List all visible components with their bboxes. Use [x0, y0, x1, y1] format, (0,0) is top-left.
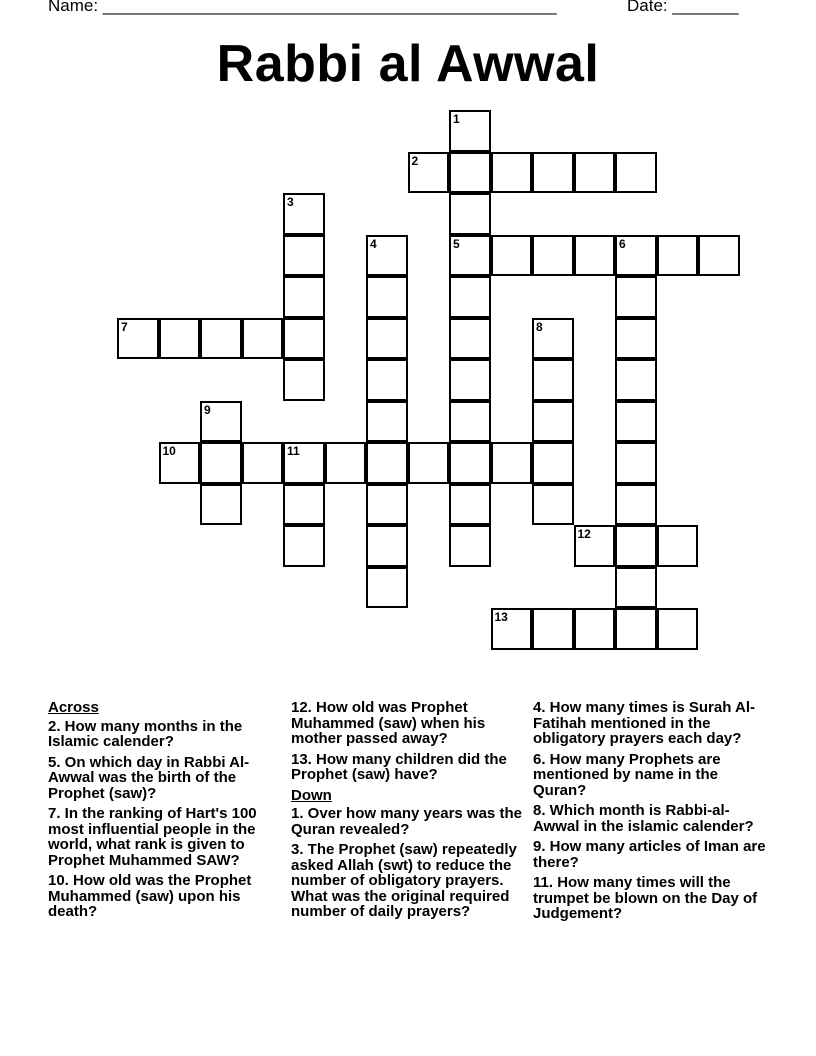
date-field-label: Date: _______ [627, 0, 739, 15]
clue-number: 12 [577, 527, 591, 541]
grid-cell[interactable] [449, 359, 491, 401]
grid-cell[interactable] [283, 484, 325, 526]
grid-cell[interactable] [532, 152, 574, 194]
grid-cell[interactable] [532, 442, 574, 484]
grid-cell[interactable] [366, 276, 408, 318]
puzzle-title: Rabbi al Awwal [216, 35, 600, 93]
grid-cell[interactable] [491, 235, 533, 277]
clue-item-number: 7. [48, 805, 61, 822]
grid-cell[interactable] [200, 401, 242, 443]
clue-item-text: In the ranking of Hart's 100 most influential people in the world, what rank is given to Prophet Muhammed SAW? [48, 805, 257, 869]
clues-column-2 [291, 700, 527, 925]
clue-item [533, 700, 773, 747]
grid-cell[interactable] [532, 235, 574, 277]
grid-cell[interactable] [283, 276, 325, 318]
grid-cell[interactable] [574, 235, 616, 277]
grid-cell[interactable] [366, 235, 408, 277]
clue-item [533, 875, 773, 922]
clue-item-number: 9. [533, 838, 546, 855]
clue-item [533, 803, 773, 834]
grid-cell[interactable] [283, 525, 325, 567]
grid-cell[interactable] [159, 318, 201, 360]
grid-cell[interactable] [615, 608, 657, 650]
clue-number: 10 [162, 444, 176, 458]
clue-number: 7 [121, 319, 128, 334]
clue-number: 6 [619, 236, 626, 251]
grid-cell[interactable] [491, 442, 533, 484]
grid-cell[interactable] [574, 152, 616, 194]
grid-cell[interactable] [200, 318, 242, 360]
grid-cell[interactable] [698, 235, 740, 277]
clue-item-text: How old was the Prophet Muhammed (saw) upon his death? [48, 872, 252, 920]
grid-cell[interactable] [366, 318, 408, 360]
clue-item-number: 5. [48, 753, 61, 771]
grid-cell[interactable] [615, 152, 657, 194]
grid-cell[interactable] [657, 608, 699, 650]
clue-item-number: 4. [533, 699, 546, 716]
clue-item [48, 806, 280, 868]
grid-cell[interactable] [366, 525, 408, 567]
grid-cell[interactable] [449, 525, 491, 567]
grid-cell[interactable] [117, 318, 159, 360]
clue-number: 13 [494, 610, 508, 624]
clue-item-text: How many times will the trumpet be blown on the Day of Judgement? [533, 874, 758, 922]
grid-cell[interactable] [532, 401, 574, 443]
clue-item-number: 3. [291, 841, 304, 858]
clue-item-number: 12. [291, 699, 312, 716]
grid-cell[interactable] [615, 525, 657, 567]
clue-item-number: 13. [291, 750, 312, 768]
grid-cell[interactable] [283, 318, 325, 360]
clues-column-3 [533, 700, 773, 927]
clue-item [291, 842, 527, 920]
clue-item-number: 6. [533, 750, 546, 768]
grid-cell[interactable] [283, 235, 325, 277]
grid-cell[interactable] [242, 442, 284, 484]
grid-cell[interactable] [159, 442, 201, 484]
grid-cell[interactable] [615, 235, 657, 277]
grid-cell[interactable] [366, 359, 408, 401]
grid-cell[interactable] [366, 567, 408, 609]
clue-item [48, 873, 280, 920]
clue-item-number: 1. [291, 805, 304, 822]
grid-cell[interactable] [449, 401, 491, 443]
grid-cell[interactable] [449, 235, 491, 277]
clue-item [48, 719, 280, 750]
clue-number: 11 [287, 444, 300, 458]
grid-cell[interactable] [366, 442, 408, 484]
clue-item-number: 2. [48, 717, 61, 735]
grid-cell[interactable] [449, 193, 491, 235]
grid-cell[interactable] [615, 442, 657, 484]
clue-item-text: How many Prophets are mentioned by name in the Quran? [533, 750, 721, 799]
clue-item [291, 752, 527, 783]
clue-item-text: The Prophet (saw) repeatedly asked Allah (swt) to reduce the number of obligatory prayers. What was the original required number of daily prayers? [291, 841, 517, 920]
clue-item-number: 10. [48, 872, 69, 889]
grid-cell[interactable] [366, 484, 408, 526]
clue-item [533, 752, 773, 799]
down-heading: Down [291, 786, 332, 804]
grid-cell[interactable] [532, 608, 574, 650]
grid-cell[interactable] [615, 359, 657, 401]
clue-item [533, 839, 773, 870]
clue-item-text: How many children did the Prophet (saw) have? [291, 750, 507, 783]
clue-number: 4 [370, 236, 377, 251]
grid-cell[interactable] [532, 484, 574, 526]
grid-cell[interactable] [449, 318, 491, 360]
grid-cell[interactable] [408, 152, 450, 194]
grid-cell[interactable] [615, 567, 657, 609]
clues-column-1 [48, 700, 280, 925]
clue-item-text: How many times is Surah Al-Fatihah mentioned in the obligatory prayers each day? [533, 699, 756, 747]
clue-item-text: How many articles of Iman are there? [533, 838, 766, 871]
grid-cell[interactable] [325, 442, 367, 484]
grid-cell[interactable] [449, 152, 491, 194]
clue-item-text: Which month is Rabbi-al-Awwal in the islamic calender? [533, 802, 754, 835]
clue-number: 3 [287, 195, 294, 209]
grid-cell[interactable] [615, 484, 657, 526]
grid-cell[interactable] [283, 193, 325, 235]
across-heading: Across [48, 699, 99, 716]
clue-item-text: How old was Prophet Muhammed (saw) when his mother passed away? [291, 699, 486, 747]
grid-cell[interactable] [408, 442, 450, 484]
grid-cell[interactable] [449, 110, 491, 152]
clue-item [291, 806, 527, 837]
grid-cell[interactable] [449, 442, 491, 484]
grid-cell[interactable] [574, 608, 616, 650]
grid-cell[interactable] [615, 276, 657, 318]
clue-item [291, 700, 527, 747]
grid-cell[interactable] [532, 359, 574, 401]
grid-cell[interactable] [615, 401, 657, 443]
grid-cell[interactable] [283, 359, 325, 401]
grid-cell[interactable] [449, 276, 491, 318]
grid-cell[interactable] [491, 152, 533, 194]
clue-number: 2 [411, 153, 419, 168]
grid-cell[interactable] [491, 608, 533, 650]
clue-number: 8 [536, 319, 543, 334]
grid-cell[interactable] [657, 235, 699, 277]
name-field-label: Name: ________________________________________________ [48, 0, 557, 15]
grid-cell[interactable] [366, 401, 408, 443]
grid-cell[interactable] [574, 525, 616, 567]
grid-cell[interactable] [449, 484, 491, 526]
grid-cell[interactable] [657, 525, 699, 567]
grid-cell[interactable] [242, 318, 284, 360]
clue-item-text: On which day in Rabbi Al-Awwal was the birth of the Prophet (saw)? [48, 753, 250, 802]
grid-cell[interactable] [615, 318, 657, 360]
grid-cell[interactable] [532, 318, 574, 360]
clue-item-number: 8. [533, 802, 546, 819]
clue-number: 1 [453, 112, 460, 126]
clue-number: 5 [453, 236, 460, 251]
clue-item [48, 755, 280, 802]
grid-cell[interactable] [283, 442, 325, 484]
clue-item-text: How many months in the Islamic calender? [48, 717, 243, 750]
clue-number: 9 [204, 402, 211, 417]
clue-item-text: Over how many years was the Quran revealed? [291, 805, 522, 838]
clue-item-number: 11. [533, 874, 554, 891]
grid-cell[interactable] [200, 442, 242, 484]
grid-cell[interactable] [200, 484, 242, 526]
